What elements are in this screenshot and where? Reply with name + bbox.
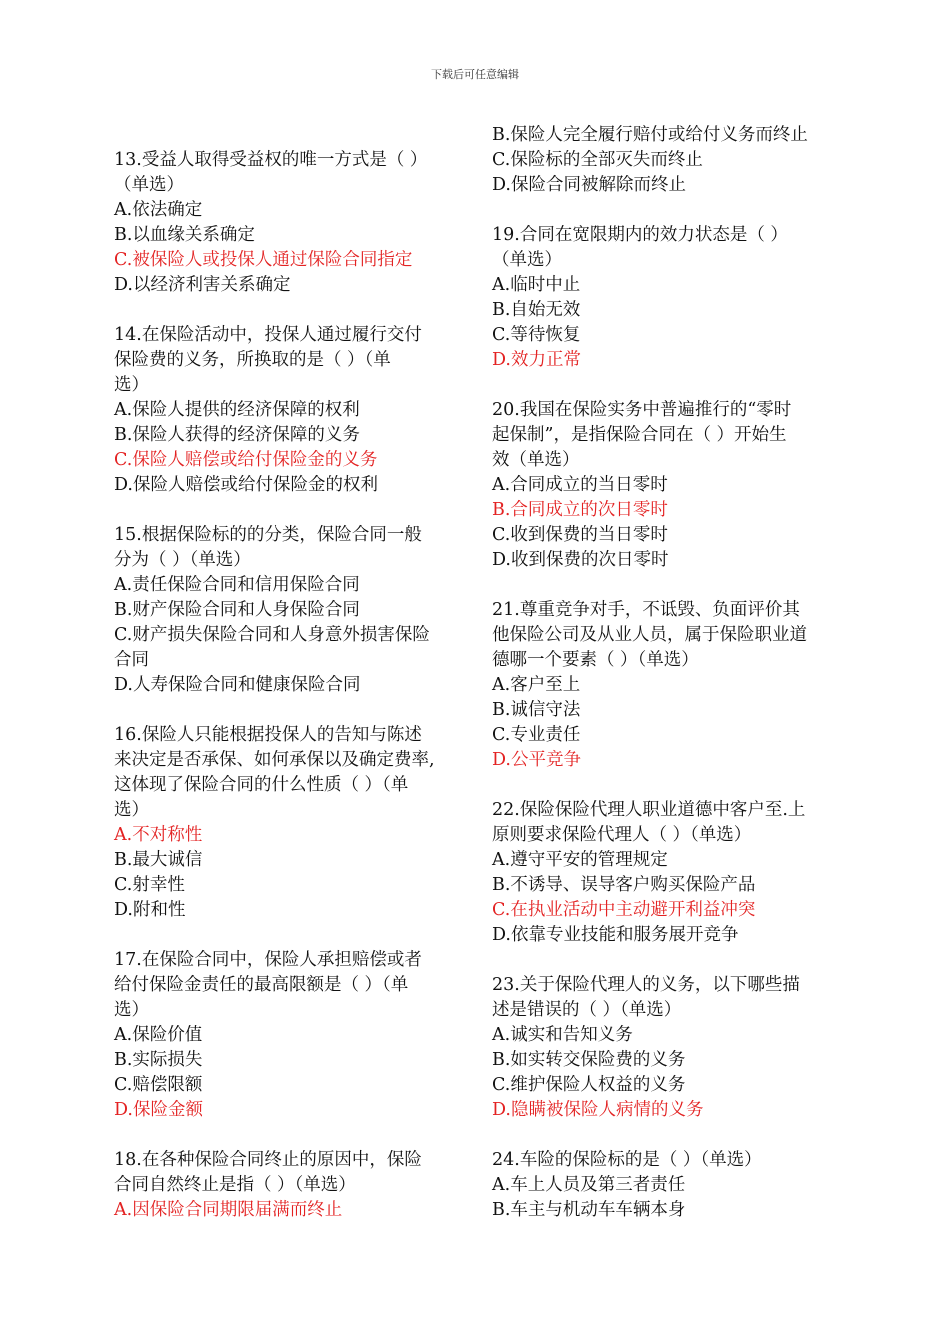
- question-text: 18.在各种保险合同终止的原因中，保险: [114, 1150, 422, 1170]
- answer-option: D.附和性: [114, 900, 186, 920]
- question-text: 24.车险的保险标的是（ ）（单选）: [492, 1150, 762, 1170]
- answer-option: D.以经济利害关系确定: [114, 275, 291, 295]
- question-text: 德哪一个要素（ ）（单选）: [492, 650, 699, 670]
- question-spacer: [492, 198, 848, 223]
- correct-answer-option: C.在执业活动中主动避开利益冲突: [492, 900, 756, 920]
- answer-option: B.诚信守法: [492, 700, 581, 720]
- question-text: 选）: [114, 375, 149, 395]
- question-block: [492, 973, 848, 1123]
- answer-option: B.车主与机动车车辆本身: [492, 1200, 686, 1220]
- question-text: 选）: [114, 1000, 149, 1020]
- question-text: 22.保险保险代理人职业道德中客户至.上: [492, 800, 806, 820]
- correct-answer-option: B.合同成立的次日零时: [492, 500, 668, 520]
- question-block: [492, 223, 848, 373]
- correct-answer-option: C.被保险人或投保人通过保险合同指定: [114, 250, 413, 270]
- question-text: 16.保险人只能根据投保人的告知与陈述: [114, 725, 422, 745]
- answer-option: 合同: [114, 650, 149, 670]
- question-text: 20.我国在保险实务中普遍推行的“零时: [492, 400, 792, 420]
- answer-option: D.人寿保险合同和健康保险合同: [114, 675, 361, 695]
- question-text: 述是错误的（ ）（单选）: [492, 1000, 682, 1020]
- answer-option: A.合同成立的当日零时: [492, 475, 668, 495]
- question-text: 这体现了保险合同的什么性质（ ）（单: [114, 775, 409, 795]
- question-block: [114, 523, 470, 698]
- answer-option: B.不诱导、误导客户购买保险产品: [492, 875, 756, 895]
- answer-option: A.车上人员及第三者责任: [492, 1175, 686, 1195]
- question-text: 来决定是否承保、如何承保以及确定费率,: [114, 750, 435, 770]
- answer-option: B.最大诚信: [114, 850, 203, 870]
- answer-option: D.保险合同被解除而终止: [492, 175, 686, 195]
- question-text: 17.在保险合同中，保险人承担赔偿或者: [114, 950, 422, 970]
- question-text: 起保制”，是指保险合同在（ ）开始生: [492, 425, 787, 445]
- page-header: 下载后可任意编辑: [431, 68, 519, 81]
- question-spacer: [492, 948, 848, 973]
- left-column: [114, 148, 470, 1223]
- question-text: 23.关于保险代理人的义务，以下哪些描: [492, 975, 800, 995]
- question-block: [114, 948, 470, 1123]
- answer-option: A.诚实和告知义务: [492, 1025, 633, 1045]
- question-spacer: [114, 698, 470, 723]
- question-text: 14.在保险活动中，投保人通过履行交付: [114, 325, 422, 345]
- correct-answer-option: D.隐瞒被保险人病情的义务: [492, 1100, 704, 1120]
- question-text: 15.根据保险标的的分类，保险合同一般: [114, 525, 422, 545]
- correct-answer-option: D.效力正常: [492, 350, 581, 370]
- answer-option: B.财产保险合同和人身保险合同: [114, 600, 360, 620]
- question-block: [114, 148, 470, 298]
- answer-option: C.射幸性: [114, 875, 185, 895]
- question-spacer: [114, 498, 470, 523]
- question-text: （单选）: [114, 175, 184, 195]
- question-spacer: [492, 773, 848, 798]
- question-block: [492, 598, 848, 773]
- question-spacer: [114, 923, 470, 948]
- question-block: [492, 398, 848, 573]
- answer-option: C.专业责任: [492, 725, 581, 745]
- question-text: 选）: [114, 800, 149, 820]
- question-text: 19.合同在宽限期内的效力状态是（ ）: [492, 225, 788, 245]
- answer-option: A.责任保险合同和信用保险合同: [114, 575, 360, 595]
- answer-option: B.保险人获得的经济保障的义务: [114, 425, 360, 445]
- question-spacer: [492, 373, 848, 398]
- correct-answer-option: A.不对称性: [114, 825, 203, 845]
- answer-option: B.自始无效: [492, 300, 581, 320]
- correct-answer-option: C.保险人赔偿或给付保险金的义务: [114, 450, 378, 470]
- question-text: 21.尊重竞争对手，不诋毁、负面评价其: [492, 600, 800, 620]
- answer-option: B.保险人完全履行赔付或给付义务而终止: [492, 125, 808, 145]
- answer-option: C.收到保费的当日零时: [492, 525, 668, 545]
- answer-option: C.维护保险人权益的义务: [492, 1075, 686, 1095]
- question-block: [492, 1148, 848, 1223]
- question-text: 给付保险金责任的最高限额是（ ）（单: [114, 975, 409, 995]
- question-block: [492, 798, 848, 948]
- answer-option: B.如实转交保险费的义务: [492, 1050, 686, 1070]
- answer-option: A.保险人提供的经济保障的权利: [114, 400, 360, 420]
- correct-answer-option: D.保险金额: [114, 1100, 203, 1120]
- question-block: [114, 723, 470, 923]
- answer-option: D.依靠专业技能和服务展开竞争: [492, 925, 739, 945]
- question-continuation: [492, 123, 848, 198]
- answer-option: D.收到保费的次日零时: [492, 550, 669, 570]
- question-text: 原则要求保险代理人（ ）（单选）: [492, 825, 752, 845]
- answer-option: C.等待恢复: [492, 325, 581, 345]
- question-text: 效（单选）: [492, 450, 580, 470]
- question-text: （单选）: [492, 250, 562, 270]
- answer-option: B.实际损失: [114, 1050, 203, 1070]
- answer-option: A.遵守平安的管理规定: [492, 850, 668, 870]
- correct-answer-option: D.公平竞争: [492, 750, 581, 770]
- question-block: [114, 323, 470, 498]
- answer-option: D.保险人赔偿或给付保险金的权利: [114, 475, 378, 495]
- answer-option: C.赔偿限额: [114, 1075, 203, 1095]
- question-block: [114, 1148, 470, 1223]
- question-spacer: [114, 298, 470, 323]
- question-text: 合同自然终止是指（ ）（单选）: [114, 1175, 356, 1195]
- question-text: 他保险公司及从业人员，属于保险职业道: [492, 625, 807, 645]
- right-column: [492, 123, 848, 1223]
- answer-option: B.以血缘关系确定: [114, 225, 255, 245]
- question-text: 保险费的义务，所换取的是（ ）（单: [114, 350, 391, 370]
- answer-option: A.临时中止: [492, 275, 581, 295]
- answer-option: C.保险标的全部灭失而终止: [492, 150, 703, 170]
- question-spacer: [492, 1123, 848, 1148]
- correct-answer-option: A.因保险合同期限届满而终止: [114, 1200, 343, 1220]
- answer-option: A.保险价值: [114, 1025, 203, 1045]
- answer-option: A.客户至上: [492, 675, 581, 695]
- answer-option: C.财产损失保险合同和人身意外损害保险: [114, 625, 430, 645]
- question-text: 13.受益人取得受益权的唯一方式是（ ）: [114, 150, 428, 170]
- question-spacer: [492, 573, 848, 598]
- question-spacer: [114, 1123, 470, 1148]
- answer-option: A.依法确定: [114, 200, 203, 220]
- question-text: 分为（ ）（单选）: [114, 550, 251, 570]
